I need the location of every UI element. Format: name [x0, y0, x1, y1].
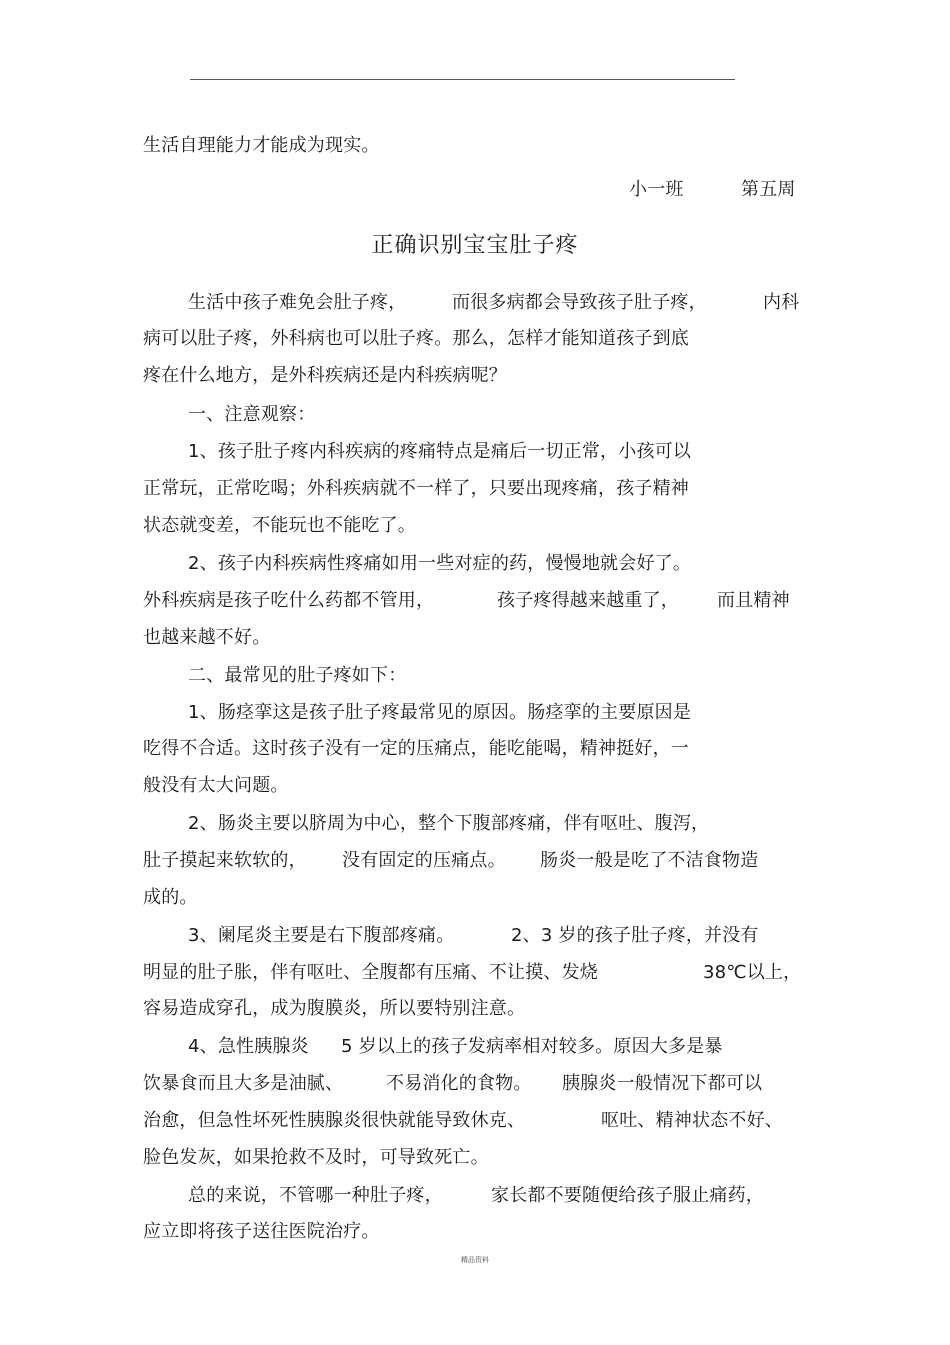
intro-line-3: 疼在什么地方，是外科疾病还是内科疾病呢？: [143, 365, 507, 386]
s2-item3-line-1-seg-2: 2、3 岁的孩子肚子疼，并没有: [511, 925, 759, 946]
s2-item4-line-2-seg-1: 饮暴食而且大多是油腻、: [143, 1073, 344, 1094]
byline-class: 小一班: [629, 179, 684, 200]
s2-item4-line-2-seg-2: 不易消化的食物。: [386, 1073, 532, 1094]
intro-line-1-seg-2: 而很多病都会导致孩子肚子疼，: [452, 292, 707, 313]
s2-item3-line-2-seg-1: 明显的肚子胀，伴有呕吐、全腹都有压痛、不让摸、发烧: [143, 962, 598, 983]
intro-line-2: 病可以肚子疼，外科病也可以肚子疼。那么，怎样才能知道孩子到底: [143, 328, 689, 349]
s2-item2-line-2-seg-1: 肚子摸起来软软的，: [143, 850, 307, 871]
s2-item1-line-2: 吃得不合适。这时孩子没有一定的压痛点，能吃能喝，精神挺好，一: [143, 738, 689, 759]
conclusion-line-1-seg-1: 总的来说，不管哪一种肚子疼，: [188, 1185, 443, 1206]
s2-item4-line-2-seg-3: 胰腺炎一般情况下都可以: [562, 1073, 763, 1094]
s2-item3-line-2-seg-2: 38℃以上，: [703, 962, 802, 983]
s2-item2-line-3: 成的。: [143, 887, 198, 908]
conclusion-line-2: 应立即将孩子送往医院治疗。: [143, 1221, 380, 1242]
header-rule: [190, 79, 735, 80]
s1-item2-line-3: 也越来越不好。: [143, 627, 271, 648]
s2-item4-line-1-seg-2: 5 岁以上的孩子发病率相对较多。原因大多是暴: [341, 1036, 723, 1057]
article-title: 正确识别宝宝肚子疼: [371, 233, 579, 258]
s2-item2-line-2-seg-3: 肠炎一般是吃了不洁食物造: [540, 850, 759, 871]
continuation-line: 生活自理能力才能成为现实。: [143, 135, 380, 156]
s2-item4-line-1-seg-1: 4、急性胰腺炎: [188, 1036, 309, 1057]
footer-note: 精品资料: [461, 1256, 489, 1264]
s1-item2-line-2-seg-2: 孩子疼得越来越重了，: [497, 590, 679, 611]
s2-item3-line-1-seg-1: 3、阑尾炎主要是右下腹部疼痛。: [188, 925, 455, 946]
byline-week: 第五周: [741, 179, 796, 200]
s2-item2-line-2-seg-2: 没有固定的压痛点。: [342, 850, 506, 871]
s2-item1-line-1: 1、肠痉挛这是孩子肚子疼最常见的原因。肠痉挛的主要原因是: [188, 702, 692, 723]
s1-item2-line-2-seg-3: 而且精神: [717, 590, 790, 611]
s2-item4-line-4: 脸色发灰，如果抢救不及时，可导致死亡。: [143, 1147, 489, 1168]
s1-item1-line-2: 正常玩，正常吃喝；外科疾病就不一样了，只要出现疼痛，孩子精神: [143, 478, 689, 499]
intro-line-1-seg-3: 内科: [763, 292, 800, 313]
s1-item1-line-3: 状态就变差，不能玩也不能吃了。: [143, 515, 416, 536]
s2-item4-line-3-seg-1: 治愈，但急性坏死性胰腺炎很快就能导致休克、: [143, 1110, 526, 1131]
conclusion-line-1-seg-2: 家长都不要随便给孩子服止痛药，: [491, 1185, 764, 1206]
intro-line-1-seg-1: 生活中孩子难免会肚子疼，: [188, 292, 407, 313]
s1-item1-line-1: 1、孩子肚子疼内科疾病的疼痛特点是痛后一切正常，小孩可以: [188, 441, 692, 462]
s1-item2-line-2-seg-1: 外科疾病是孩子吃什么药都不管用，: [143, 590, 435, 611]
s2-item2-line-1: 2、肠炎主要以脐周为中心，整个下腹部疼痛，伴有呕吐、腹泻，: [188, 813, 710, 834]
s2-item3-line-3: 容易造成穿孔，成为腹膜炎，所以要特别注意。: [143, 998, 526, 1019]
s1-item2-line-1: 2、孩子内科疾病性疼痛如用一些对症的药，慢慢地就会好了。: [188, 553, 692, 574]
section-2-heading: 二、最常见的肚子疼如下：: [188, 665, 407, 686]
s2-item4-line-3-seg-2: 呕吐、精神状态不好、: [601, 1110, 783, 1131]
section-1-heading: 一、注意观察：: [188, 404, 316, 425]
s2-item1-line-3: 般没有太大问题。: [143, 775, 289, 796]
